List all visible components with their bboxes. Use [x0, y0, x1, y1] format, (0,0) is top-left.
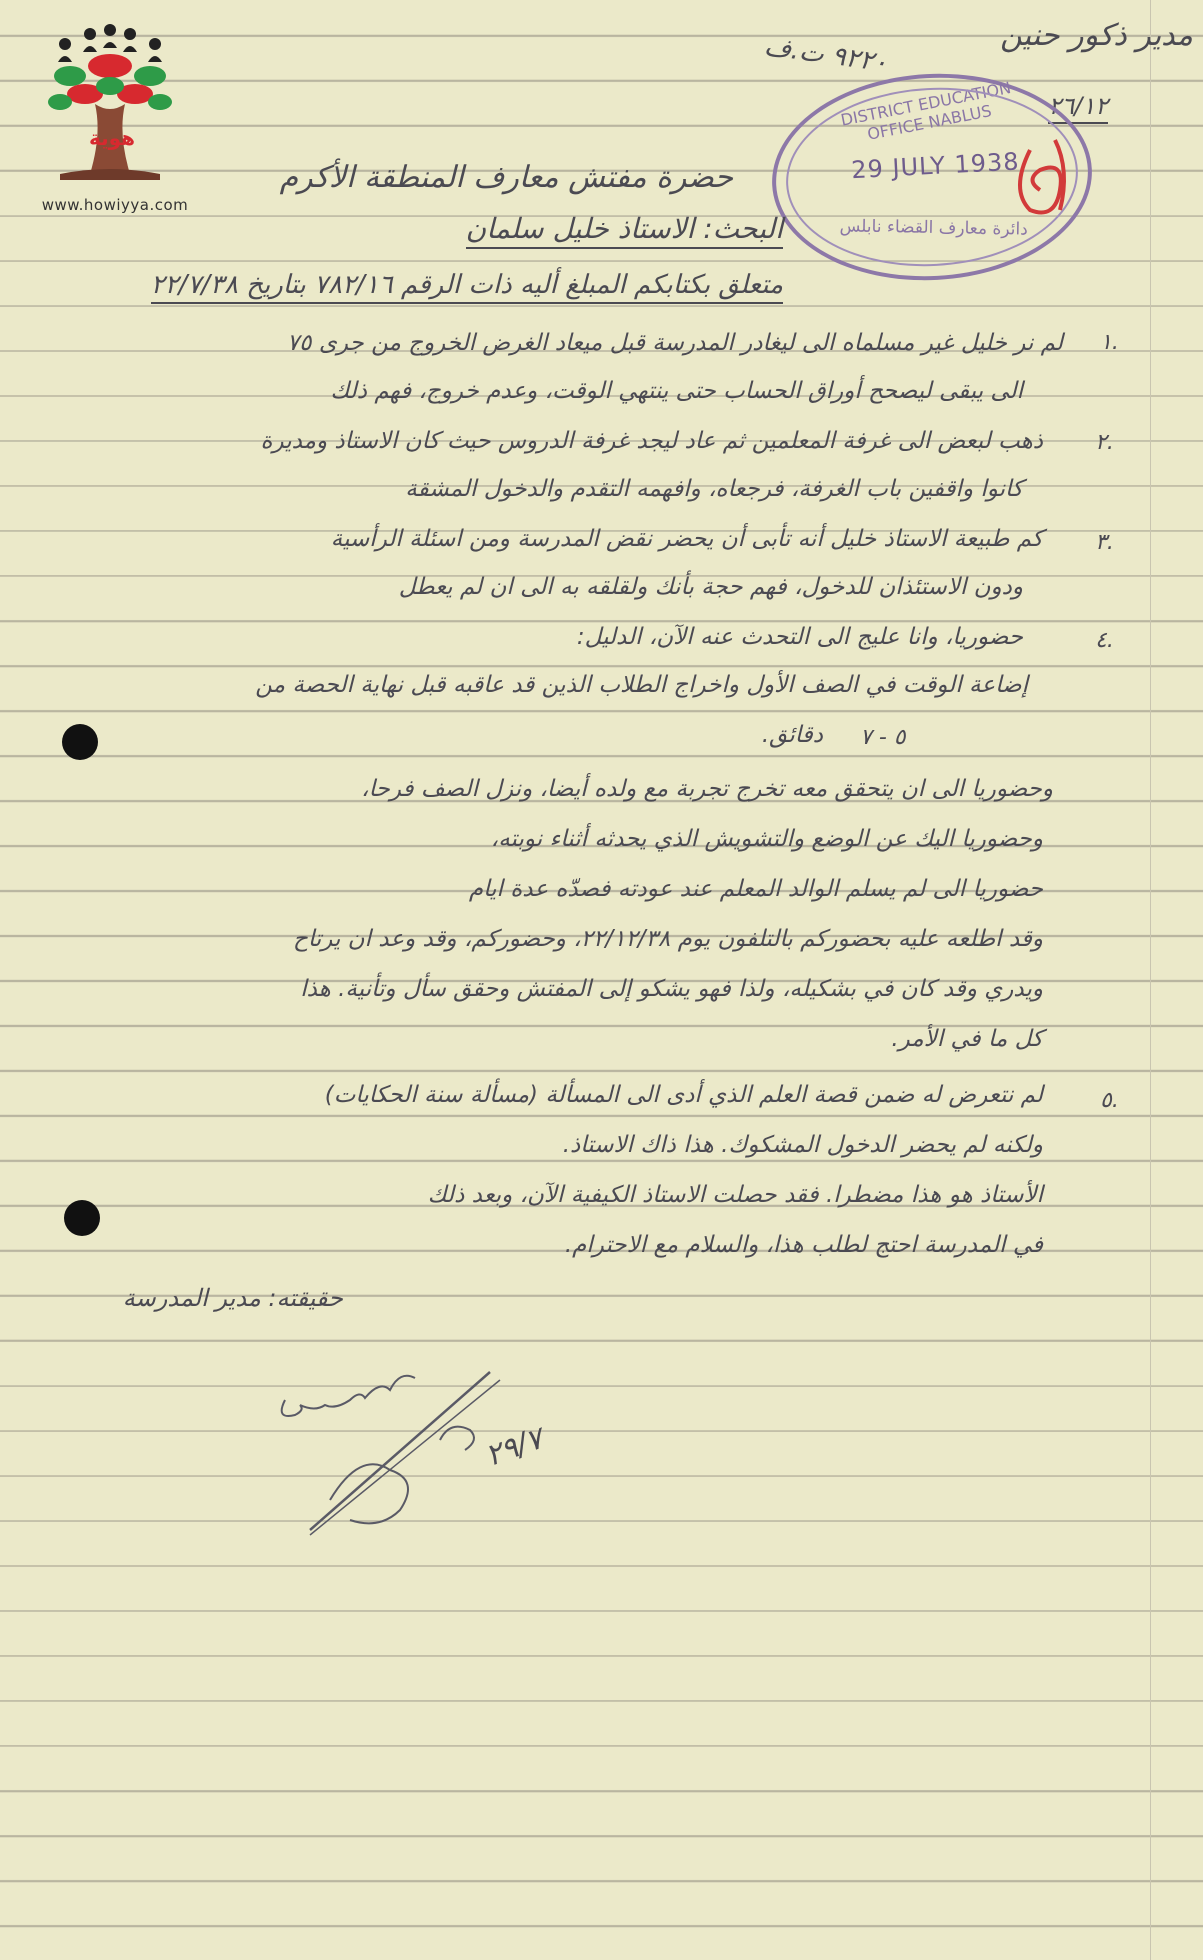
margin-rule	[1150, 0, 1151, 1960]
reference-sub: ٩٢٢٠ ت.ف	[762, 31, 890, 79]
item-line: دقائق.	[761, 722, 823, 748]
item-number: ٣.	[1095, 530, 1114, 555]
item-line: ودون الاستئذان للدخول، فهم حجة بأنك ولقلقه به الى ان لم يعطل	[398, 574, 1023, 600]
item-line: وحضوريا اليك عن الوضع والتشويش الذي يحدثه أثناء نوبته،	[490, 826, 1043, 852]
addressee: حضرة مفتش معارف المنطقة الأكرم	[279, 160, 733, 195]
item-line: الأستاذ هو هذا مضطرا. فقد حصلت الاستاذ الكيفية الآن، وبعد ذلك	[427, 1182, 1043, 1208]
item-line: ويدري وقد كان في بشكيله، ولذا فهو يشكو إلى المفتش وحقق سأل وتأنية. هذا	[300, 976, 1043, 1002]
item-line: كم طبيعة الاستاذ خليل أنه تأبى أن يحضر نقض المدرسة ومن اسئلة الرأسية	[330, 526, 1043, 552]
reference-line: متعلق بكتابكم المبلغ أليه ذات الرقم ٧٨٢/١٦ بتاريخ ٢٢/٧/٣٨	[151, 270, 783, 304]
subject-line: البحث: الاستاذ خليل سلمان	[466, 212, 783, 249]
corner-note: مدير ذكور حنين	[1000, 18, 1193, 53]
item-line: لم نر خليل غير مسلماه الى ليغادر المدرسة قبل ميعاد الغرض الخروج من جرى ٧٥	[286, 330, 1063, 356]
stamp-bottom-text: دائرة معارف القضاء نابلس	[839, 216, 1028, 240]
item-number: ٥.	[1100, 1088, 1119, 1113]
item-number: ١.	[1100, 330, 1119, 355]
item-line: الى يبقى ليصحح أوراق الحساب حتى ينتهي الوقت، وعدم خروج، فهم ذلك	[330, 378, 1023, 404]
item-line: إضاعة الوقت في الصف الأول واخراج الطلاب الذين قد عاقبه قبل نهاية الحصة من	[255, 672, 1028, 698]
item-line: لم نتعرض له ضمن قصة العلم الذي أدى الى المسألة (مسألة سنة الحكايات)	[324, 1082, 1043, 1108]
item-line: كانوا واقفين باب الغرفة، فرجعاه، وافهمه التقدم والدخول المشقة	[405, 476, 1023, 502]
stamp-date: 29 JULY 1938	[850, 147, 1021, 185]
punch-hole	[64, 1200, 100, 1236]
item-line: وقد اطلعه عليه بحضوركم بالتلفون يوم ٢٢/١٢/٣٨، وحضوركم، وقد وعد ان يرتاح	[293, 926, 1043, 952]
howiyya-logo	[18, 24, 198, 219]
tree-logo-icon	[40, 24, 180, 194]
item-line: حضوريا الى لم يسلم الوالد المعلم عند عودته فصدّه عدة ايام	[468, 876, 1043, 902]
item-line: وحضوريا الى ان يتحقق معه تخرج تجربة مع ولده أيضا، ونزل الصف فرحا،	[361, 776, 1053, 802]
item-line: ولكنه لم يحضر الدخول المشكوك. هذا ذاك الاستاذ.	[562, 1132, 1043, 1158]
logo-wordmark: هوية	[88, 126, 136, 150]
initials-date: ٢٩/٧	[480, 1421, 548, 1474]
logo-url: www.howiyya.com	[41, 196, 189, 214]
handwritten-initials-icon	[270, 1360, 590, 1560]
stamp-top-text: DISTRICT EDUCATION OFFICE NABLUS	[839, 77, 1013, 144]
item-number: ٥ - ٧	[860, 725, 906, 750]
item-number: ٤.	[1095, 628, 1114, 653]
punch-hole	[62, 724, 98, 760]
signature-title: حقيقته: مدير المدرسة	[122, 1284, 343, 1312]
item-line: كل ما في الأمر.	[891, 1026, 1043, 1052]
reference-number: ٢٦/١٢	[1048, 92, 1108, 124]
red-ink-mark-icon	[1010, 130, 1080, 220]
item-line: في المدرسة احتج لطلب هذا، والسلام مع الاحترام.	[564, 1232, 1043, 1258]
item-line: ذهب لبعض الى غرفة المعلمين ثم عاد ليجد غرفة الدروس حيث كان الاستاذ ومديرة	[260, 428, 1043, 454]
item-number: ٢.	[1095, 430, 1114, 455]
item-line: حضوريا، وانا عليج الى التحدث عنه الآن، الدليل:	[576, 624, 1023, 650]
